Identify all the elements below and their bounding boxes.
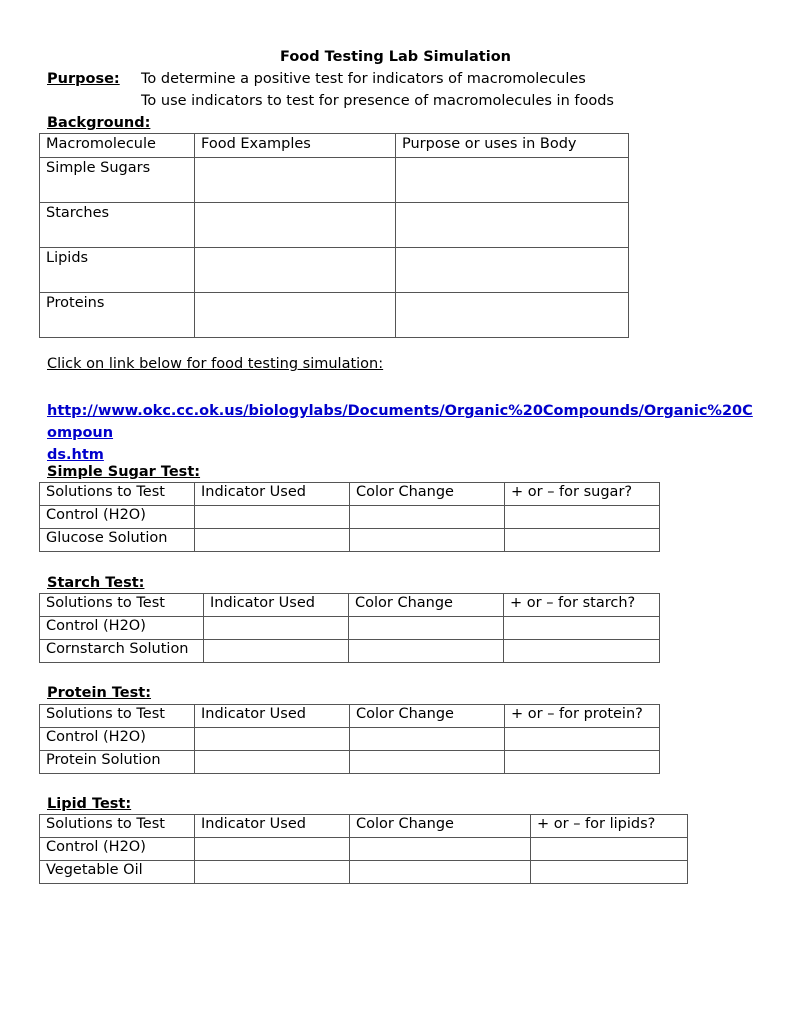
- header-macromolecule: Macromolecule: [40, 134, 195, 158]
- header-solutions: Solutions to Test: [40, 815, 195, 838]
- table-row: [40, 203, 629, 248]
- starch-test-table: [39, 593, 660, 663]
- table-header-row: [40, 134, 629, 158]
- result-cell[interactable]: [505, 529, 660, 552]
- purpose-cell[interactable]: [396, 293, 629, 338]
- result-cell[interactable]: [505, 728, 660, 751]
- table-row: [40, 248, 629, 293]
- header-purpose-uses: Purpose or uses in Body: [396, 134, 629, 158]
- header-color-change: Color Change: [350, 815, 531, 838]
- row-label: Control (H2O): [40, 838, 195, 861]
- protein-test-label: Protein Test:: [47, 685, 152, 701]
- food-examples-cell[interactable]: [195, 293, 396, 338]
- table-row: [40, 640, 660, 663]
- link-line-1[interactable]: http://www.okc.cc.ok.us/biologylabs/Documents/Organic%20Compounds/Organic%20Compoun: [47, 403, 753, 441]
- color-change-cell[interactable]: [350, 506, 505, 529]
- result-cell[interactable]: [531, 861, 688, 884]
- table-row: [40, 751, 660, 774]
- header-result: + or – for sugar?: [505, 483, 660, 506]
- protein-test-table: [39, 704, 660, 774]
- table-header-row: [40, 483, 660, 506]
- row-label: Proteins: [40, 293, 195, 338]
- indicator-cell[interactable]: [195, 838, 350, 861]
- page-title: Food Testing Lab Simulation: [280, 49, 511, 65]
- result-cell[interactable]: [531, 838, 688, 861]
- color-change-cell[interactable]: [350, 529, 505, 552]
- result-cell[interactable]: [505, 751, 660, 774]
- purpose-line-1: To determine a positive test for indicators of macromolecules: [141, 71, 586, 87]
- sugar-test-label: Simple Sugar Test:: [47, 464, 201, 480]
- color-change-cell[interactable]: [350, 728, 505, 751]
- header-color-change: Color Change: [350, 705, 505, 728]
- row-label: Cornstarch Solution: [40, 640, 204, 663]
- header-solutions: Solutions to Test: [40, 705, 195, 728]
- food-examples-cell[interactable]: [195, 158, 396, 203]
- table-header-row: [40, 594, 660, 617]
- row-label: Simple Sugars: [40, 158, 195, 203]
- background-label: Background:: [47, 115, 151, 131]
- header-color-change: Color Change: [349, 594, 504, 617]
- row-label: Lipids: [40, 248, 195, 293]
- table-header-row: [40, 705, 660, 728]
- result-cell[interactable]: [504, 640, 660, 663]
- table-row: [40, 861, 688, 884]
- sugar-test-table: [39, 482, 660, 552]
- lipid-test-label: Lipid Test:: [47, 796, 132, 812]
- food-examples-cell[interactable]: [195, 248, 396, 293]
- indicator-cell[interactable]: [195, 529, 350, 552]
- table-row: [40, 506, 660, 529]
- header-result: + or – for starch?: [504, 594, 660, 617]
- purpose-line-2: To use indicators to test for presence of macromolecules in foods: [141, 93, 614, 109]
- table-row: [40, 293, 629, 338]
- food-examples-cell[interactable]: [195, 203, 396, 248]
- row-label: Protein Solution: [40, 751, 195, 774]
- header-indicator: Indicator Used: [195, 483, 350, 506]
- header-solutions: Solutions to Test: [40, 594, 204, 617]
- table-row: [40, 617, 660, 640]
- color-change-cell[interactable]: [349, 617, 504, 640]
- header-solutions: Solutions to Test: [40, 483, 195, 506]
- header-indicator: Indicator Used: [195, 705, 350, 728]
- row-label: Glucose Solution: [40, 529, 195, 552]
- header-color-change: Color Change: [350, 483, 505, 506]
- table-row: [40, 529, 660, 552]
- indicator-cell[interactable]: [204, 640, 349, 663]
- table-row: [40, 158, 629, 203]
- color-change-cell[interactable]: [350, 751, 505, 774]
- result-cell[interactable]: [504, 617, 660, 640]
- header-result: + or – for lipids?: [531, 815, 688, 838]
- background-table: [39, 133, 629, 338]
- indicator-cell[interactable]: [204, 617, 349, 640]
- color-change-cell[interactable]: [350, 838, 531, 861]
- row-label: Control (H2O): [40, 506, 195, 529]
- row-label: Vegetable Oil: [40, 861, 195, 884]
- row-label: Starches: [40, 203, 195, 248]
- indicator-cell[interactable]: [195, 861, 350, 884]
- lipid-test-table: [39, 814, 688, 884]
- purpose-cell[interactable]: [396, 158, 629, 203]
- indicator-cell[interactable]: [195, 506, 350, 529]
- header-indicator: Indicator Used: [195, 815, 350, 838]
- indicator-cell[interactable]: [195, 728, 350, 751]
- row-label: Control (H2O): [40, 617, 204, 640]
- purpose-cell[interactable]: [396, 248, 629, 293]
- purpose-label: Purpose:: [47, 71, 120, 87]
- result-cell[interactable]: [505, 506, 660, 529]
- simulation-link[interactable]: [47, 400, 757, 466]
- color-change-cell[interactable]: [350, 861, 531, 884]
- indicator-cell[interactable]: [195, 751, 350, 774]
- color-change-cell[interactable]: [349, 640, 504, 663]
- starch-test-label: Starch Test:: [47, 575, 145, 591]
- header-result: + or – for protein?: [505, 705, 660, 728]
- row-label: Control (H2O): [40, 728, 195, 751]
- purpose-cell[interactable]: [396, 203, 629, 248]
- header-food-examples: Food Examples: [195, 134, 396, 158]
- table-row: [40, 838, 688, 861]
- simulation-instruction: Click on link below for food testing simulation:: [47, 356, 384, 372]
- table-header-row: [40, 815, 688, 838]
- header-indicator: Indicator Used: [204, 594, 349, 617]
- link-line-2[interactable]: ds.htm: [47, 447, 104, 463]
- table-row: [40, 728, 660, 751]
